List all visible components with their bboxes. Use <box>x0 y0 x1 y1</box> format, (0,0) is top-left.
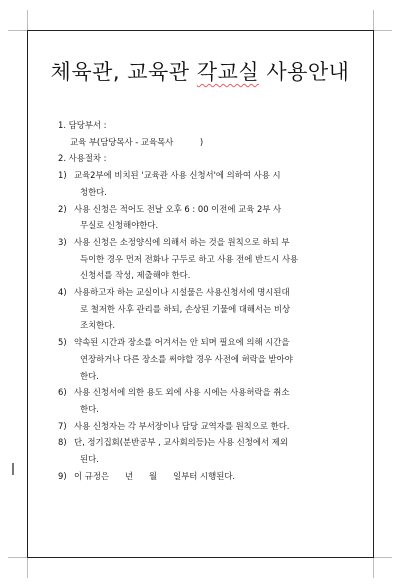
list-item <box>58 434 348 467</box>
list-item-number: 7) <box>58 420 67 431</box>
crop-mark-top-right-v <box>373 10 374 30</box>
list-item-line: 사용 신청서에 의한 용도 외에 사용 시에는 사용허락을 취소 <box>74 387 290 398</box>
list-item <box>58 167 348 200</box>
list-item-text <box>70 434 348 467</box>
list-item <box>58 234 348 284</box>
section1-value: 교육 부(담당목사 - 교육목사 ) <box>70 136 204 147</box>
list-item-line: 로 철저한 사후 관리를 하되, 손상된 기물에 대해서는 비상 <box>80 303 291 314</box>
crop-mark-bottom-left-v <box>27 558 28 578</box>
section2-label: 2. 사용절차 : <box>58 153 107 164</box>
list-item <box>58 418 348 435</box>
list-item <box>58 468 348 485</box>
list-item-line: 청한다. <box>80 186 107 197</box>
list-item-text <box>70 234 348 284</box>
list-item-line: 조치한다. <box>80 320 116 331</box>
list-item-line: 사용하고자 하는 교실이나 시설물은 사용신청서에 명시된대 <box>74 287 290 298</box>
crop-mark-bottom-right-v <box>373 558 374 578</box>
list-item-line: 한다. <box>80 403 99 414</box>
list-item-number: 8) <box>58 437 67 448</box>
list-item-line: 사용 신청은 소정양식에 의해서 하는 것을 원칙으로 하되 부 <box>74 236 290 247</box>
document-title-text: 체육관, 교육관 각교실 사용안내 <box>50 60 350 84</box>
list-item-text <box>70 284 348 334</box>
section1-label: 1. 담당부서 : <box>58 120 107 130</box>
list-item-text <box>70 334 348 384</box>
list-item-text <box>70 468 348 485</box>
list-item-line: 득이한 경우 먼저 전화나 구두로 하고 사용 전에 반드시 사용 <box>80 253 299 264</box>
list-item <box>58 334 348 384</box>
crop-mark-bottom-left-h <box>8 557 27 558</box>
list-item-line: 단, 정기집회(분반공부 , 교사회의등)는 사용 신청에서 제외 <box>74 437 288 448</box>
crop-mark-bottom-right-h <box>374 557 392 558</box>
list-item-line: 약속된 시간과 장소를 어겨서는 안 되며 필요에 의해 시간을 <box>74 337 290 348</box>
list-item-number: 6) <box>58 387 67 398</box>
crop-mark-top-left-h <box>8 30 27 31</box>
crop-mark-top-left-v <box>27 10 28 30</box>
list-item-line: 연장하거나 다른 장소를 써야할 경우 사전에 허락을 받아야 <box>80 353 293 364</box>
list-item-text <box>70 418 348 435</box>
list-item-text <box>70 167 348 200</box>
list-item-line: 신청서를 작성, 제출해야 한다. <box>80 270 191 281</box>
list-item <box>58 201 348 234</box>
list-item-line: 이 규정은 년 월 일부터 시행된다. <box>74 470 236 481</box>
procedure-list <box>58 167 348 484</box>
list-item-text <box>70 201 348 234</box>
list-item-text <box>70 384 348 417</box>
list-item <box>58 284 348 334</box>
list-item-number: 1) <box>58 170 67 181</box>
list-item-line: 무실로 신청해야한다. <box>80 220 159 231</box>
list-item-number: 3) <box>58 236 67 247</box>
list-item-number: 2) <box>58 203 67 214</box>
list-item-line: 교육2부에 비치된 '교육관 사용 신청서'에 의하여 사용 시 <box>74 170 281 181</box>
list-item-line: 사용 신청자는 각 부서장이나 담당 교역자를 원칙으로 한다. <box>74 420 290 431</box>
list-item <box>58 384 348 417</box>
crop-mark-top-right-h <box>374 30 392 31</box>
list-item-line: 한다. <box>80 370 99 381</box>
list-item-number: 4) <box>58 287 67 298</box>
list-item-line: 된다. <box>80 454 99 465</box>
spellcheck-underline: 각교실 <box>196 60 260 84</box>
text-cursor <box>12 463 14 475</box>
document-title[interactable] <box>0 56 400 86</box>
document-body[interactable] <box>58 117 348 484</box>
list-item-number: 9) <box>58 470 67 481</box>
list-item-number: 5) <box>58 337 67 348</box>
list-item-line: 사용 신청은 적어도 전날 오후 6 : 00 이전에 교육 2부 사 <box>74 203 282 214</box>
